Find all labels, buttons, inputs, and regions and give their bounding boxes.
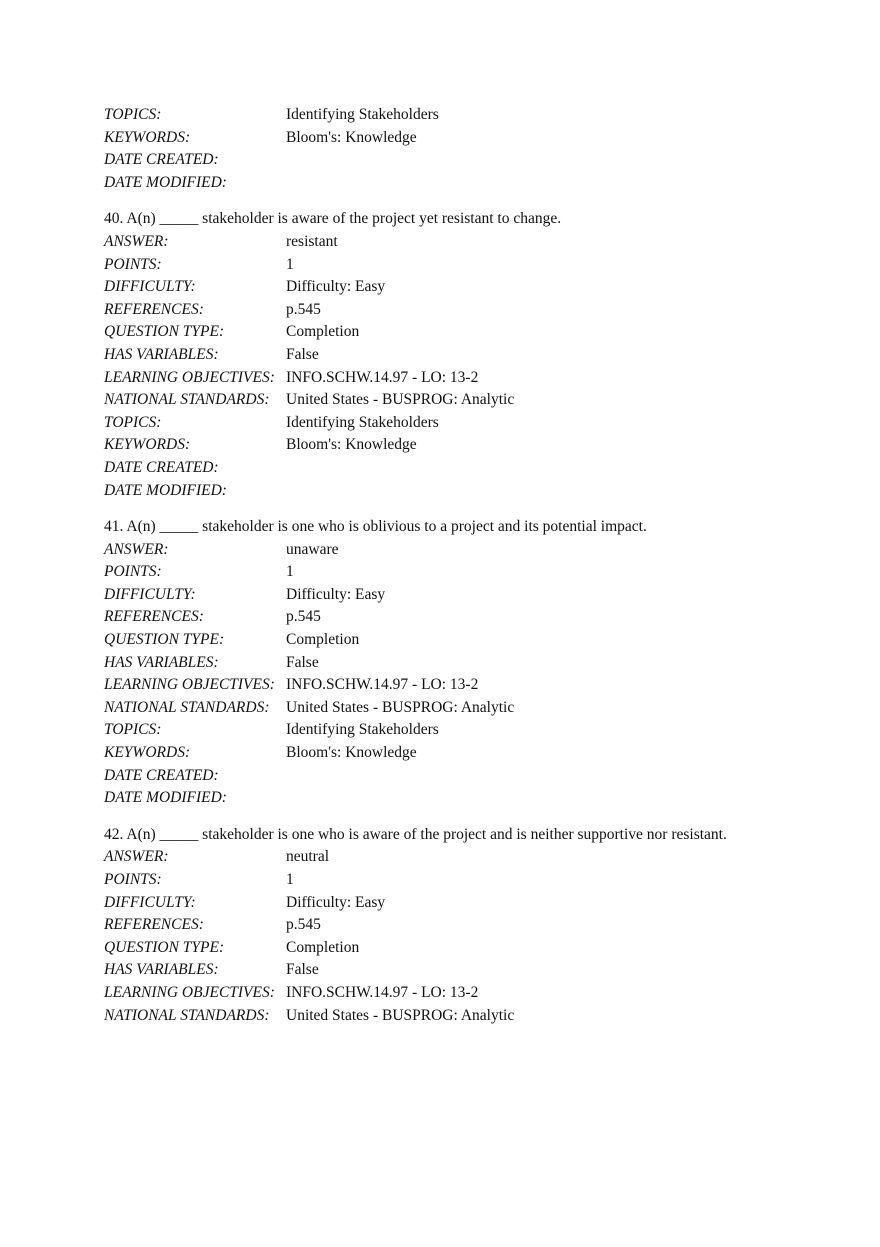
- spacer: [104, 810, 824, 824]
- meta-value: Identifying Stakeholders: [286, 413, 439, 431]
- meta-value: 1: [286, 871, 294, 888]
- meta-value: Bloom's: Knowledge: [286, 744, 417, 762]
- meta-label: DATE MODIFIED:: [104, 789, 227, 807]
- meta-label: QUESTION TYPE:: [104, 938, 225, 956]
- meta-row-answer: [104, 539, 824, 562]
- meta-value: Bloom's: Knowledge: [286, 436, 417, 454]
- meta-label: REFERENCES:: [104, 916, 204, 934]
- meta-row-question-type: [104, 321, 824, 344]
- meta-label: KEYWORDS:: [104, 436, 191, 454]
- meta-value: INFO.SCHW.14.97 - LO: 13-2: [286, 983, 479, 1001]
- meta-row-points: [104, 869, 824, 892]
- meta-row-topics: [104, 412, 824, 435]
- meta-label: TOPICS:: [104, 106, 162, 123]
- question-text: 41. A(n) _____ stakeholder is one who is oblivious to a project and its potential impact.: [104, 518, 647, 536]
- meta-label: REFERENCES:: [104, 300, 204, 318]
- meta-value: Completion: [286, 323, 360, 341]
- meta-label: HAS VARIABLES:: [104, 345, 219, 363]
- meta-label: LEARNING OBJECTIVES:: [104, 368, 275, 386]
- meta-row-learning-objectives: [104, 982, 824, 1005]
- meta-row-date-created: [104, 149, 824, 172]
- meta-row-date-modified: [104, 480, 824, 503]
- meta-row-date-modified: [104, 787, 824, 810]
- meta-row-references: [104, 606, 824, 629]
- meta-row-has-variables: [104, 959, 824, 982]
- meta-value: [286, 172, 824, 195]
- meta-label: HAS VARIABLES:: [104, 653, 219, 671]
- meta-value: [286, 787, 824, 810]
- meta-row-difficulty: [104, 892, 824, 915]
- meta-value: False: [286, 961, 319, 979]
- meta-label: POINTS:: [104, 255, 162, 273]
- meta-label: DIFFICULTY:: [104, 893, 196, 911]
- meta-label: DIFFICULTY:: [104, 278, 196, 296]
- meta-value: [286, 457, 824, 480]
- spacer: [104, 502, 824, 516]
- meta-label: LEARNING OBJECTIVES:: [104, 676, 275, 694]
- meta-value: INFO.SCHW.14.97 - LO: 13-2: [286, 368, 479, 386]
- meta-label: QUESTION TYPE:: [104, 631, 225, 649]
- meta-row-national-standards: [104, 697, 824, 720]
- meta-label: DATE MODIFIED:: [104, 173, 227, 191]
- meta-label: ANSWER:: [104, 540, 169, 558]
- meta-row-question-type: [104, 937, 824, 960]
- meta-row-keywords: [104, 434, 824, 457]
- meta-value: Difficulty: Easy: [286, 278, 386, 296]
- meta-row-references: [104, 914, 824, 937]
- meta-value: Completion: [286, 631, 360, 649]
- meta-value: [286, 149, 824, 172]
- meta-row-answer: [104, 231, 824, 254]
- meta-label: DATE CREATED:: [104, 766, 219, 784]
- meta-row-topics: [104, 104, 824, 127]
- meta-label: HAS VARIABLES:: [104, 961, 219, 979]
- meta-row-date-modified: [104, 172, 824, 195]
- meta-value: False: [286, 345, 319, 363]
- meta-row-topics: [104, 719, 824, 742]
- meta-label: DIFFICULTY:: [104, 585, 196, 603]
- meta-row-national-standards: [104, 1005, 824, 1028]
- meta-value: [286, 765, 824, 788]
- meta-value: [286, 480, 824, 503]
- meta-label: DATE CREATED:: [104, 151, 219, 169]
- meta-label: POINTS:: [104, 563, 162, 581]
- meta-row-difficulty: [104, 584, 824, 607]
- meta-value: Bloom's: Knowledge: [286, 128, 417, 146]
- meta-value: p.545: [286, 300, 321, 318]
- meta-value: unaware: [286, 540, 339, 558]
- meta-row-points: [104, 254, 824, 277]
- meta-value: United States - BUSPROG: Analytic: [286, 1006, 515, 1024]
- meta-value: Difficulty: Easy: [286, 893, 386, 911]
- meta-value: 1: [286, 563, 294, 581]
- meta-row-date-created: [104, 765, 824, 788]
- meta-label: REFERENCES:: [104, 608, 204, 626]
- meta-value: Completion: [286, 938, 360, 956]
- meta-row-answer: [104, 846, 824, 869]
- meta-row-national-standards: [104, 389, 824, 412]
- meta-value: Identifying Stakeholders: [286, 721, 439, 739]
- meta-label: QUESTION TYPE:: [104, 323, 225, 341]
- meta-value: neutral: [286, 848, 330, 866]
- meta-label: DATE MODIFIED:: [104, 481, 227, 499]
- meta-label: DATE CREATED:: [104, 458, 219, 476]
- meta-value: resistant: [286, 232, 338, 250]
- meta-label: POINTS:: [104, 871, 162, 888]
- meta-value: INFO.SCHW.14.97 - LO: 13-2: [286, 676, 479, 694]
- meta-label: TOPICS:: [104, 721, 162, 739]
- meta-row-keywords: [104, 127, 824, 150]
- meta-row-has-variables: [104, 344, 824, 367]
- meta-row-points: [104, 561, 824, 584]
- question-block-42: [104, 824, 824, 1027]
- spacer: [104, 194, 824, 208]
- meta-label: NATIONAL STANDARDS:: [104, 391, 270, 409]
- meta-row-learning-objectives: [104, 674, 824, 697]
- meta-label: ANSWER:: [104, 232, 169, 250]
- meta-label: KEYWORDS:: [104, 744, 191, 762]
- question-text: 42. A(n) _____ stakeholder is one who is aware of the project and is neither supportive nor resistant.: [104, 825, 727, 843]
- meta-label: NATIONAL STANDARDS:: [104, 1006, 270, 1024]
- meta-label: KEYWORDS:: [104, 128, 191, 146]
- meta-label: ANSWER:: [104, 848, 169, 866]
- meta-row-question-type: [104, 629, 824, 652]
- meta-label: NATIONAL STANDARDS:: [104, 698, 270, 716]
- meta-value: United States - BUSPROG: Analytic: [286, 698, 515, 716]
- meta-label: TOPICS:: [104, 413, 162, 431]
- document-page: [104, 104, 824, 1027]
- meta-row-date-created: [104, 457, 824, 480]
- meta-value: p.545: [286, 608, 321, 626]
- meta-row-has-variables: [104, 652, 824, 675]
- meta-row-learning-objectives: [104, 367, 824, 390]
- meta-row-difficulty: [104, 276, 824, 299]
- meta-value: Identifying Stakeholders: [286, 106, 439, 123]
- meta-value: Difficulty: Easy: [286, 585, 386, 603]
- question-block-41: [104, 516, 824, 810]
- meta-value: United States - BUSPROG: Analytic: [286, 391, 515, 409]
- meta-value: 1: [286, 255, 294, 273]
- meta-row-keywords: [104, 742, 824, 765]
- meta-row-references: [104, 299, 824, 322]
- question-text: 40. A(n) _____ stakeholder is aware of the project yet resistant to change.: [104, 210, 562, 228]
- top-metadata-block: [104, 104, 824, 194]
- meta-value: p.545: [286, 916, 321, 934]
- meta-value: False: [286, 653, 319, 671]
- question-block-40: [104, 208, 824, 502]
- meta-label: LEARNING OBJECTIVES:: [104, 983, 275, 1001]
